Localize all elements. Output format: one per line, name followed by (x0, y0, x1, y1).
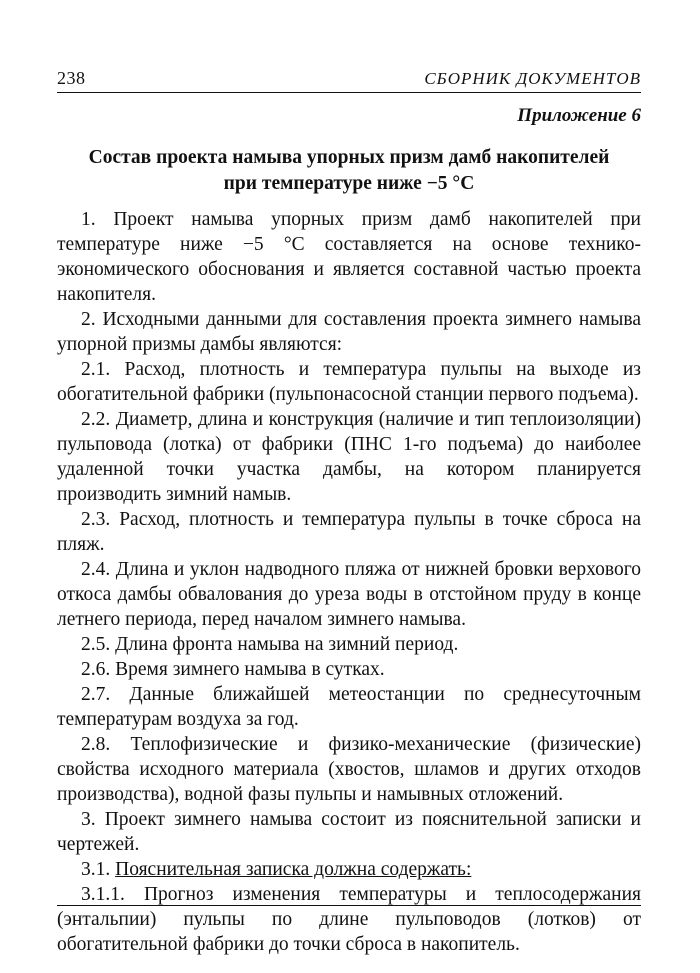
paragraph-3-1-heading: Пояснительная записка должна содержать: (115, 859, 472, 880)
paragraph-1: 1. Проект намыва упорных призм дамб накопителей при температуре ниже −5 °С составляется на основе технико-экономического обоснования и является составной частью проекта накопителя. (57, 209, 641, 305)
paragraph-2-2: 2.2. Диаметр, длина и конструкция (наличие и тип теплоизоляции) пульповода (лотка) от фабрики (ПНС 1-го подъема) до наиболее удаленной точки участка дамбы, на котором планируется производить зимний намыв. (57, 409, 641, 505)
collection-title: СБОРНИК ДОКУМЕНТОВ (424, 69, 641, 88)
page-number: 238 (57, 68, 86, 88)
paragraph-3-1-1: 3.1.1. Прогноз изменения температуры и теплосодержания (энтальпии) пульпы по длине пульповодов (лотков) от обогатительной фабрики до точки сброса в накопитель. (57, 884, 641, 955)
paragraph-3: 3. Проект зимнего намыва состоит из пояснительной записки и чертежей. (57, 809, 641, 855)
document-page (57, 64, 641, 957)
paragraph-2-8: 2.8. Теплофизические и физико-механические (физические) свойства исходного материала (хвостов, шламов и других отходов производства), водной фазы пульпы и намывных отложений. (57, 734, 641, 805)
title-line-1: Состав проекта намыва упорных призм дамб накопителей (88, 147, 610, 168)
paragraph-3-1-number: 3.1. (81, 859, 116, 880)
running-header (57, 64, 641, 93)
appendix-label: Приложение 6 (517, 105, 641, 126)
paragraph-2-7: 2.7. Данные ближайшей метеостанции по среднесуточным температурам воздуха за год. (57, 684, 641, 730)
paragraph-2-1: 2.1. Расход, плотность и температура пульпы на выходе из обогатительной фабрики (пульпонасосной станции первого подъема). (57, 359, 641, 405)
paragraph-2-5: 2.5. Длина фронта намыва на зимний период. (81, 634, 459, 655)
paragraph-3-1 (57, 857, 641, 882)
title-line-2: при температуре ниже −5 °С (223, 173, 475, 194)
footer-rule (57, 905, 641, 906)
body-text (57, 207, 641, 957)
paragraph-2: 2. Исходными данными для составления проекта зимнего намыва упорной призмы дамбы являются: (57, 309, 641, 355)
paragraph-2-3: 2.3. Расход, плотность и температура пульпы в точке сброса на пляж. (57, 509, 641, 555)
paragraph-2-6: 2.6. Время зимнего намыва в сутках. (81, 659, 385, 680)
document-title (57, 145, 641, 197)
paragraph-2-4: 2.4. Длина и уклон надводного пляжа от нижней бровки верхового откоса дамбы обвалования до уреза воды в отстойном пруду в конце летнего периода, перед началом зимнего намыва. (57, 559, 641, 630)
